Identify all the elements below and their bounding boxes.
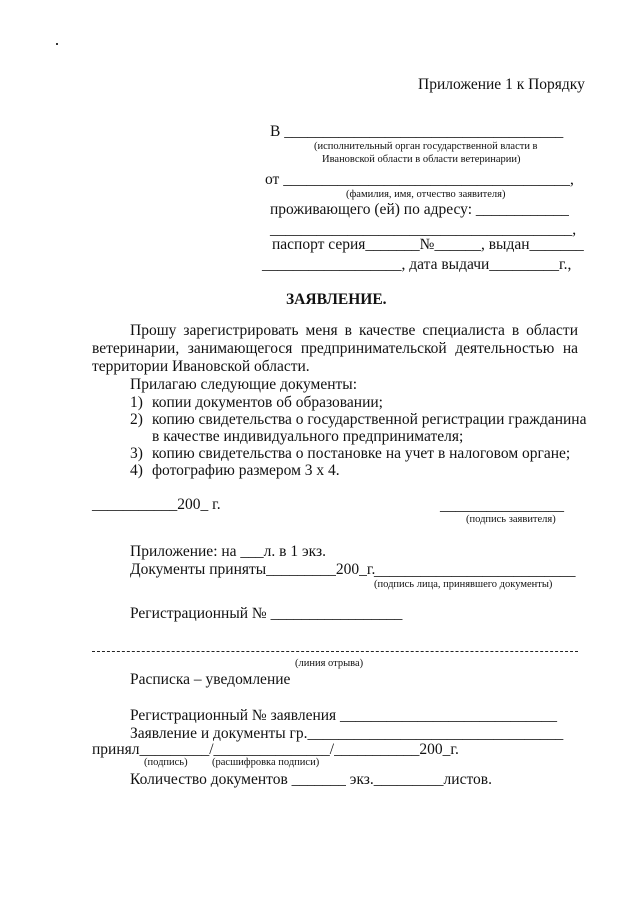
receipt-accepted-by: принял_________/_______________/___________200_г. [92, 741, 459, 758]
list-item-number: 4) [130, 462, 143, 479]
registration-number: Регистрационный № _________________ [130, 605, 403, 622]
passport-line: паспорт серия_______№______, выдан_______ [272, 236, 584, 253]
list-item-number: 1) [130, 394, 143, 411]
receipt-signature-caption: (подпись) [144, 757, 188, 768]
receipt-decode-caption: (расшифровка подписи) [212, 757, 320, 768]
list-item-number: 3) [130, 445, 143, 462]
receipt-docs-from: Заявление и документы гр._________________________________ [130, 725, 564, 742]
from-caption: (фамилия, имя, отчество заявителя) [346, 189, 506, 200]
receipt-title: Расписка – уведомление [130, 671, 291, 688]
list-item-text: копию свидетельства о постановке на учет в налоговом органе; [152, 445, 571, 462]
tear-off-caption: (линия отрыва) [295, 658, 364, 669]
request-line-2: ветеринарии, занимающегося предпринимательской деятельностью на [92, 340, 578, 357]
request-line-3: территории Ивановской области. [92, 358, 310, 375]
request-line-1: Прошу зарегистрировать меня в качестве специалиста в области [130, 322, 578, 339]
acceptor-signature-line: __________________________ [374, 562, 576, 579]
acceptor-signature-caption: (подпись лица, принявшего документы) [374, 579, 553, 590]
addressee-caption-2: Ивановской области в области ветеринарии) [322, 154, 521, 165]
receipt-doc-count: Количество документов _______ экз._________листов. [130, 771, 492, 788]
residing-line: проживающего (ей) по адресу: ____________ [270, 201, 569, 218]
addressee-line: В ____________________________________ [270, 123, 564, 140]
applicant-signature-caption: (подпись заявителя) [466, 514, 556, 525]
annex-count: Приложение: на ___л. в 1 экз. [130, 543, 326, 560]
attach-intro: Прилагаю следующие документы: [130, 376, 358, 393]
passport-issued-line: __________________, дата выдачи_________г., [262, 256, 572, 273]
receipt-registration-number: Регистрационный № заявления ____________________________ [130, 707, 558, 724]
list-item-text: фотографию размером 3 х 4. [152, 462, 340, 479]
list-item-text: копии документов об образовании; [152, 394, 383, 411]
applicant-date: ___________200_ г. [92, 496, 221, 513]
addressee-caption-1: (исполнительный орган государственной власти в [314, 141, 538, 152]
docs-accepted: Документы приняты_________200_г. [130, 561, 376, 578]
list-item-continuation: в качестве индивидуального предпринимателя; [152, 428, 464, 445]
document-title: ЗАЯВЛЕНИЕ. [286, 291, 387, 308]
residing-continuation: _______________________________________, [270, 221, 577, 238]
list-item-number: 2) [130, 411, 143, 428]
applicant-signature-line: ________________ [440, 497, 564, 514]
from-line: от _____________________________________, [265, 171, 574, 188]
list-item-text: копию свидетельства о государственной регистрации гражданина [152, 411, 587, 428]
tear-off-line [92, 651, 578, 652]
scan-speck [56, 43, 58, 45]
annex-header: Приложение 1 к Порядку [418, 76, 585, 93]
